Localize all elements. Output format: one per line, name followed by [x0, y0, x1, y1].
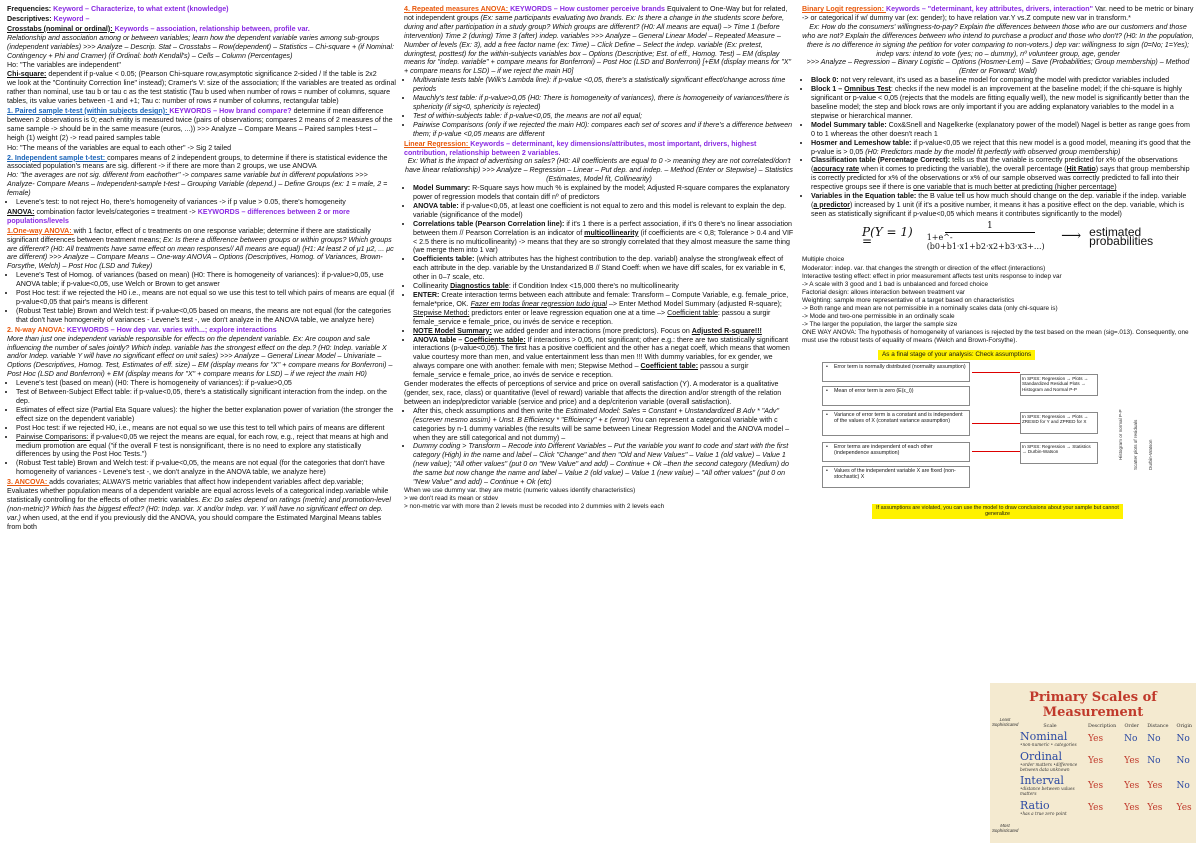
table-cell: Yes — [1124, 756, 1140, 767]
list-item: • Model Summary table: Cox&Snell and Nagelkerke (explanatory power of the model) Nagel is better as range goes from 0 to 1 whereas the other doesn't reach 1 — [811, 121, 1194, 139]
column-middle — [404, 5, 794, 511]
table-cell: Yes — [1124, 780, 1140, 791]
assumption-box: • Variance of error term is a constant and is independent of the values of X (constant variance assumption) — [822, 410, 970, 436]
table-cell: Yes — [1147, 802, 1163, 813]
table-cell: Yes — [1088, 733, 1104, 744]
estimated-model-list — [404, 407, 794, 487]
scale-level: Ordinal •order matters •difference between data unknown — [1020, 749, 1078, 772]
one-way-list — [7, 271, 396, 324]
list-item: • Pairwise Comparisons: if p-value<0,05 we reject the means are equal, for each row, e.g., reject that means at high and medium promotion are equal ("if the overall F test is nonsignificant, there is no need to explore any statistically differences by using the Post Hoc Tests.") — [16, 433, 396, 460]
list-item: • Correlations table (Pearson Correlation line): if it's 1 there is a perfect association, if it's 0 there's no linear association between them // Pearson Correlation is an indicator of multicollinearity (if coefficients are < 0,8; Tolerance > 0.4 and VIF < 2.5 there is no multicollinearity) -> means that they are so strongly correlated that they almost measure the same thing (we merge them into 1 var) — [413, 220, 794, 256]
table-cell: Yes — [1147, 780, 1163, 791]
list-item: • Levene's Test of Homog. of variances (based on mean) (H0: There is homogeneity of variances): if p-value>0,05, use ANOVA table; if p-value<0,05, use Welch or Brown to get answer — [16, 271, 396, 289]
descriptives-line: Descriptives: Keyword – — [7, 14, 90, 23]
paired-ho: Ho: "The means of the variables are equal to each other" -> Sig 2 tailed — [7, 143, 232, 152]
table-row — [1016, 729, 1196, 749]
diagram-title: As a final stage of your analysis: Check assumptions — [878, 350, 1035, 361]
paired-t-test: 1. Paired sample t-test (within subjects design): KEYWORDS – How brand compare? determine if mean difference between 2 observations is 0; each entity is measured twice (pairs of observations; compares 2 means of 2 measures of the same sample -> should be in the same measure (euros, ...)) >>> Analyze – Compare Means – Paired samples t-test – heigh (1) weight (2) -> read paired samples table — [7, 106, 393, 142]
scale-level: Interval •distance between values matters — [1020, 774, 1075, 797]
levene-list — [7, 198, 396, 207]
linear-regression-title: Linear Regression: Keywords – determinant, key dimensions/attributes, most important, drivers, highest contribution, relationship between 2 variables. — [404, 139, 757, 157]
connector-line — [972, 451, 1020, 452]
crosstabs-section: Crosstabs (nominal or ordinal): Keywords – association, relationship between, profile var. Relationship and association among or between variables; learn how the dependent variable varies among sub-groups (independent variables) >>> Analyze – Descrip. Stat – Crosstabs – Row(dependent) – Statistics – Chi-square + (if Nominal: Contingency + Phi and Cramer) (if Ordinal: both Kendall's) – Cells – Column (Percentages) — [7, 24, 394, 60]
connector-line — [972, 423, 1020, 424]
tau-line-2: tables, its value varies between -1 and +1; Tau c: number of rows ≠ number of columns, rectangular table) — [7, 97, 339, 106]
tau-line: rather than nominal, use tau b or tau c as the test statistic (Tau b used when number of rows = number of columns, square — [7, 88, 391, 97]
assumptions-diagram — [802, 350, 1192, 522]
multiple-choice-notes — [802, 256, 1194, 345]
scales-table — [1016, 724, 1196, 818]
n-way-list — [7, 379, 396, 477]
table-cell: No — [1176, 756, 1190, 767]
list-item: ONE WAY ANOVA: The hypothesis of homogeneity of variances is rejected by the test based on the mean (sig=.013). Consequently, one must use the robust tests of equality of means (Welch and Brown-Forsythe). — [802, 329, 1189, 345]
table-row — [1016, 749, 1196, 774]
table-cell: Yes — [1176, 802, 1192, 813]
independent-ho: Ho: "the averages are not sig. different from eachother" -> compares same variable but in different populations >>> Analyze- Compare Means – Independent-sample t-test – Grouping Variable (depend.) – Define Groups (ex: 1 = male, 2 = female) — [7, 171, 388, 198]
assumption-box: • Mean of error term is zero (E(ε_i)) — [822, 386, 970, 406]
list-item: -> Both range and mean are not permissible in a nominally scales data (only chi-square is) — [802, 305, 1058, 313]
list-item: Interactive testing effect: effect in prior measurement affects test units response to indep var — [802, 272, 1062, 280]
assumption-box: • Values of the independent variable X are fixed (non-stochastic) X — [822, 466, 970, 488]
binary-logit-example: Ex: How do the consumers' willingness-to-pay? Explain the differences between those who are our customers and those who are not? Explain the differences between who intend to purchase a product and those who don't? (H0: In the population, there is no difference in signing the petition for voter comparing to non-voters.) dep var: willingness to sign (0=No; 1=Yes); indep vars: intend to vote (yes; no – dummy), nº volunteer group, age, gender — [802, 22, 1194, 58]
list-item: Multiple choice — [802, 256, 845, 264]
continuity-line: we look at the "Continuity Correction line" instead); Cramer's V: size of the association; If the variables are treated as ordinal — [7, 79, 396, 88]
binary-logit-title: Binary Logit regression: Keywords – "determinant, key attributes, drivers, interaction" Var. need to be metric or binary -> or categorical if w/ dummy var (ex: gender); to have relation var.Y vs.Z compute new var in transform.* — [802, 5, 1194, 22]
independent-t-test: 2. Independent sample t-test: compares means of 2 independent groups, to determine if there is statistical evidence the associated population's means are sig. different -> if there are more than 2 groups, we use ANOVA — [7, 153, 388, 171]
list-item: • Test of Between-Subject Effect table: if p-value<0,05, there's a statistically significant interaction from the indep. on the dep. — [16, 388, 396, 406]
table-cell: No — [1147, 756, 1161, 767]
assumption-box: • Error terms are independent of each other (independence assumption) — [822, 442, 970, 462]
fraction-bar — [945, 232, 1035, 233]
column-header: Description — [1088, 724, 1117, 729]
least-sophisticated-label: Least Sophisticated — [992, 717, 1019, 727]
table-cell: No — [1176, 733, 1190, 744]
table-cell: Yes — [1088, 756, 1104, 767]
list-item: • ENTER: Create interaction terms between each attribute and female: Transform – Compute Variable, e.g. female_price, female*price, OK. Fazer em todas linear regression tudo igual –> Enter Method Model Summary (adjusted R-square); Stepwise Method: predictors enter or leave regression equation one at a time –> Coefficient table: passou a surgir female_service e female_price, ou invés de service e reception. — [413, 291, 794, 327]
list-item: • ANOVA table: if p-value<0,05, at least one coefficient is not equal to zero and this model is relevant to explain the dep. variable (significance of the model) — [413, 202, 794, 220]
list-item: • Coefficients table: (which attributes has the highest contribution to the dep. variabl) analyse the strong/weak effect of each attribute in the dep. variable by the Unstandarized B // Stand Coeff: when we have diff scales, for ex variable in €, other in 0–7 scale, etc. — [413, 255, 794, 282]
list-item: • Variables in the Equation table: the B value tell us how much should change on the dep. variable if the indep. variable (a predictor) increased by 1 unit (if it's a positive number, it means it has a positive effect on the dep. variable, which is seen as statistically significant if p-value<0,05 which means it contributes significantly to the model) — [811, 192, 1194, 219]
spss-result-box: In SPSS: Regression → Plots → Standardized Residual Plots → Histogram and Normal P-P — [1020, 374, 1098, 396]
table-cell: No — [1147, 733, 1161, 744]
list-item: • Levene's test (based on mean) (H0: There is homogeneity of variances): if p-value>0,05 — [16, 379, 396, 388]
formula-lhs: P(Y = 1) = — [862, 224, 913, 248]
list-item: • Post Hoc test: if we rejected the H0 i.e., means are not equal so we use this test to tell which pairs of means are equal (if p-value<0,05 that pair's means is different — [16, 289, 396, 307]
list-item: • Classification table (Percentage Correct): tells us that the variable is correctly predicted for x% of the observations (accuracy rate when it comes to predicting the variable), the overall percentage (Hit Ratio) says that group membership is correctly predicted for x% of the observations or x% of our sample observed was correctly predicted to fall into their respective groups see if there is one variable that is much better at predicting (higher percentage) — [811, 156, 1194, 192]
list-item: Weighting: sample more representative of a target based on characteristics — [802, 296, 1015, 304]
assumption-box: • Error term is normally distributed (normality assumption) — [822, 362, 970, 382]
table-cell: No — [1124, 733, 1138, 744]
list-item: • ANOVA table – Coefficients table: If interactions > 0,05, not significant; other e.g.: there are two statistically significant interactions (p-value<0,05). The first has a positive coefficient and the other has a negat coeff, which means that women value courtesy more than men, and value entertainment less than men !!! With dummy variables, for ex gender, we always compare one with another: female with men; Stepwise Method – Coefficient table: passou a surgir female_service e female_price, ao invés de service e reception. — [413, 336, 794, 381]
scale-level: Nominal •non-numeric • categories — [1020, 730, 1077, 747]
scales-of-measurement-figure — [990, 683, 1196, 843]
dummy-note-1: When we use dummy var. they are metric (numeric values identify characteristics) — [404, 486, 636, 494]
list-item: • NOTE Model Summary: we added gender and interactions (more predictors). Focus on Adjusted R-square!!! — [413, 327, 794, 336]
list-item: • Dummy coding > Transform – Recode into Different Variables – Put the variable you want to code and start with the first category (High) in the name and label – Click "Change" and then "Old and New Values" – Value 1 (old value) – Value 1 (new value); "All other values" (put 0 on "New Value" and add) – Continue + Ok –then the second category (Medium) do the same but now change the name and label – Value 2 (old value) – Value 1 (new value) – "All other values" (put 0 on "New Value" and add) – Continue + Ok (etc) — [413, 442, 794, 487]
frequencies-line: Frequencies: Keyword – Characterize, to what extent (knowledge) — [7, 5, 229, 13]
list-item: Factorial design: allows interaction between treatment var — [802, 288, 966, 296]
table-row — [1016, 773, 1196, 798]
side-label: Durbin-Watson — [1148, 439, 1153, 470]
column-header: Origin — [1176, 724, 1192, 729]
list-item: • After this, check assumptions and then write the Estimated Model: Sales = Constant + Unstandardized B Adv * "Adv" (escrever mesmo assim) + Unst. B Efficiency * "Efficiency" + ε (error) You can represent a categorical variable with c categories by n-1 dummy variables (the results will be same between Linear Regression Model and the ANOVA model – when they are still categorical and not dummy) – — [413, 407, 794, 443]
side-label: Scatter plots of residuals — [1133, 419, 1138, 470]
logit-formula — [862, 222, 1194, 252]
list-item: • (Robust Test table) Brown and Welch test: if p-value<0,05, the means are not equal (for the categories that don't have homogeneity of variances - Levene's test -, we don't analyze in the ANOVA table, we analyze here) — [16, 459, 396, 477]
spss-result-box: In SPSS: Regression → Statistics → Durbin-Watson — [1020, 442, 1098, 464]
chi-square-line: Chi-square: dependent if p-value < 0.05; (Pearson Chi-square row,asymptotic significance 2-sided / If the table is 2x2 — [7, 70, 377, 79]
dummy-note-3: > non-metric var with more than 2 levels must be recoded into 2 dummies with 2 levels each — [404, 503, 665, 511]
table-cell: No — [1176, 780, 1190, 791]
list-item: • Block 0: not very relevant, it's used as a baseline model for comparing the model with predictor variables included — [811, 76, 1194, 85]
column-header: Distance — [1147, 724, 1169, 729]
table-row — [1016, 798, 1196, 818]
repeated-list — [404, 76, 794, 138]
diagram-footnote: If assumptions are violated, you can use the model to draw conclusions about your sample but cannot generalize — [872, 504, 1123, 519]
list-item: • Post Hoc test: if we rejected H0, i.e., means are not equal so we use this test to tell which pairs of means are different — [16, 424, 396, 433]
linear-regression-example: Ex: What is the impact of advertising on sales? (H0: All coefficients are equal to 0 -> meaning they are not correlated/don't have linear relationship) >>> Analyze – Regression – Linear – Put dep. and indep. – Method (Enter or Stepwise) – Statistics (Estimates, Model fit, Collinearity) — [405, 157, 793, 184]
column-header: Scale — [1043, 724, 1057, 729]
list-item: -> The larger the population, the larger the sample size — [802, 321, 958, 329]
ancova-section: 3. ANCOVA: adds covariates; ALWAYS metric variables that affect how independent variables affect dep.variable; Evaluates whether population means of a dependent variable are equal across levels of a categorical indep.variable while statistically controlling for the effects of other metric variables. Ex: Do sales depend on ratings (metric) and promotion-level (non-metric)? Which has the biggest effect? (H0: Indep. var. X and/or Indep. var. Y will have no significant effect on dep. var.) when used, at the end if you previously did the ANOVA, you should compare the Estimated Marginal Means tables from both — [7, 478, 391, 531]
one-way-anova: 1.One-way ANOVA: with 1 factor, effect of c treatments on one response variable; determine if there are statistically significant differences between treatment means; Ex: Is there a difference between groups or within groups? Which groups are different? (H0: All treatments have same effect on mean responses// All means are equal) (H1: At least 2 of μ1 μ2, ... μc are different) >>> Analyze – Compare Means – One-way ANOVA – Options (Descriptives, Homog. of Variances, Brown-Forsythe, Welch) – Post Hoc (LSD and Tukey) — [7, 226, 394, 271]
column-right — [802, 5, 1194, 522]
formula-fraction — [927, 222, 1053, 252]
n-way-anova-text: More than just one independent variable responsible for effects on the dependent variable. Ex: Are coupon and sale influencing the number of sales jointly? Which indep. variable has the strongest effect on the dep.? (H0: Indep. variable X and/or Indep. variable Y will have no significant effect on unit sales) >>> Analyze – General Linear Model – Univariate – Options (Descriptives, Homog. Test, Estimates of eff. size) – EM (display means for "X" + compare means for Bonferroni) – Post Hoc (LSD and Bonferroni) + EM (display means for "X" + compare means for LSD) – if we reject the main H0) — [7, 334, 393, 379]
list-item: • Block 1 – Omnibus Test: checks if the new model is an improvement at the baseline model; if the chi-square is highly significant or p-value < 0,05 (rejects that the models are fitting equally well), the new model is significantly better than the baseline model; the step and block rows are only important if you are adding explanatory variables to the model in a stepwise or hierarchical manner. — [811, 85, 1194, 121]
list-item: • Pairwise Comparisons (only if we rejected the main H0): compares each set of scores and if there's a difference between them; if p-value <0,05 means are different — [413, 121, 794, 139]
repeated-measures-anova: 4. Repeated measures ANOVA: KEYWORDS – How customer perceive brands Equivalent to One-Way but for related, not independent groups (Ex: same participants evaluating two brands. Ex: Is there a change in the students score before, during and after participation in a study group? Which groups are different? (H0: All means are equal) –> Time 1 (before intervention) Time 2 (during) Time 3 (after) indep. variables >>> Analyze – General Linear Model – Repeated Measure – Number of levels (Ex: 3), add a free factor name (ex: Time) – Click Define – Select the indep. variable (Ex: pretest, duringtest, posttest) for the within-subjects variables box – Options (Descriptive; Est. of eff., Homog. Test) – EM (display means for "indep. variable" + compare means for Bonferroni) – Post Hoc (LSD and Bonferroni) [+EM (display means for "X" + compare means for LSD) – if we reject the main H0] — [404, 5, 792, 76]
list-item: • Collinearity Diagnostics table: if Condition Index <15,000 there's no multicollinearity — [413, 282, 794, 291]
scales-title: Primary Scales of Measurement — [1029, 690, 1157, 720]
moderation-text: Gender moderates the effects of perceptions of service and price on overall satisfaction (Y). A moderator is a qualitative (gender, sex, race, class) or quantitative (level of reward) variable that affects the direction and/or strength of the relation between an indep/predictor variable (service and price) and a dep/criterion variable (overall satisfaction). — [404, 380, 782, 406]
arrow-right-icon: ⟶ — [1061, 228, 1082, 245]
linear-regression-list — [404, 184, 794, 380]
list-item: • Levene's test: to not reject Ho, there's homogeneity of variances -> if p value > 0.05, there's homogeneity — [16, 198, 396, 207]
n-way-anova-title: 2. N-way ANOVA: KEYWORDS – How dep var. varies with...; explore interactions — [7, 325, 277, 334]
list-item: Moderator: indep. var. that changes the strength or direction of the effect (interactions) — [802, 264, 1046, 272]
formula-rhs: estimated probabilities — [1089, 224, 1154, 248]
list-item: • (Robust Test table) Brown and Welch test: if p-value<0,05 based on means, the means are not equal (for the categories that don't have homogeneity of variances - Levene's test -, we don't analyze in the ANOVA table, we analyze here) — [16, 307, 396, 325]
list-item: • Hosmer and Lemeshow table: if p-value<0,05 we reject that this new model is a good model, meaning it's good that the p-value is > 0,05 (H0: Predictors made by the model fit perfectly with observed group membership) — [811, 139, 1194, 157]
connector-line — [972, 372, 1020, 373]
dummy-note-2: > we don't read its mean or stdev — [404, 495, 499, 503]
ho-line: Ho: "The variables are independent" — [7, 61, 121, 70]
list-item: • Mauchly's test table: if p-value>0,05 (H0: There is homogeneity of variances), there is homogeneity of variances/there is sphericity (if sig<0, sphericity is rejected) — [413, 94, 794, 112]
scale-level: Ratio •has a true zero point — [1020, 798, 1067, 816]
table-cell: Yes — [1124, 802, 1140, 813]
list-item: • Test of within-subjects table: if p-value<0,05, the means are not all equal; — [413, 112, 794, 121]
anova-intro: ANOVA: combination factor levels/categories = treatment -> KEYWORDS – differences between 2 or more populations/levels — [7, 207, 350, 225]
spss-result-box: In SPSS: Regression → Plots → ZRESID for Y and ZPRED for X — [1020, 412, 1098, 434]
list-item: • Multivariate tests table (Wilk's Lambda line): if p-value <0,05, there's a statistically significant effect/change across time periods — [413, 76, 794, 94]
binary-logit-list — [802, 76, 1194, 219]
binary-logit-steps: >>> Analyze – Regression – Binary Logistic – Options (Hosmer-Lem) – Save (Probabilities; Group membership) – Method (Enter or Forward: Wald) — [806, 58, 1190, 76]
formula-numerator: 1 — [987, 220, 993, 231]
table-cell: Yes — [1088, 802, 1104, 813]
column-header: Order — [1124, 724, 1139, 729]
table-cell: Yes — [1088, 780, 1104, 791]
most-sophisticated-label: Most Sophisticated — [992, 823, 1019, 833]
list-item: • Model Summary: R-Square says how much % is explained by the model; Adjusted R-square compares the explanatory power of regression models that contain diff nº of predictors — [413, 184, 794, 202]
side-label: Histogram or normal P-P — [1118, 408, 1123, 460]
list-item: -> Mode and two-one permissible in an ordinally scale — [802, 313, 955, 321]
formula-denominator: 1+e^-(b0+b1·x1+b2·x2+b3·x3+...) — [926, 232, 1045, 251]
list-item: -> A scale with 3 good and 1 bad is unbalanced and forced choice — [802, 280, 988, 288]
list-item: • Estimates of effect size (Partial Eta Square values): the higher the better explanation power of variation (the stronger the effect size on the dependent variable) — [16, 406, 396, 424]
column-left — [7, 5, 396, 532]
